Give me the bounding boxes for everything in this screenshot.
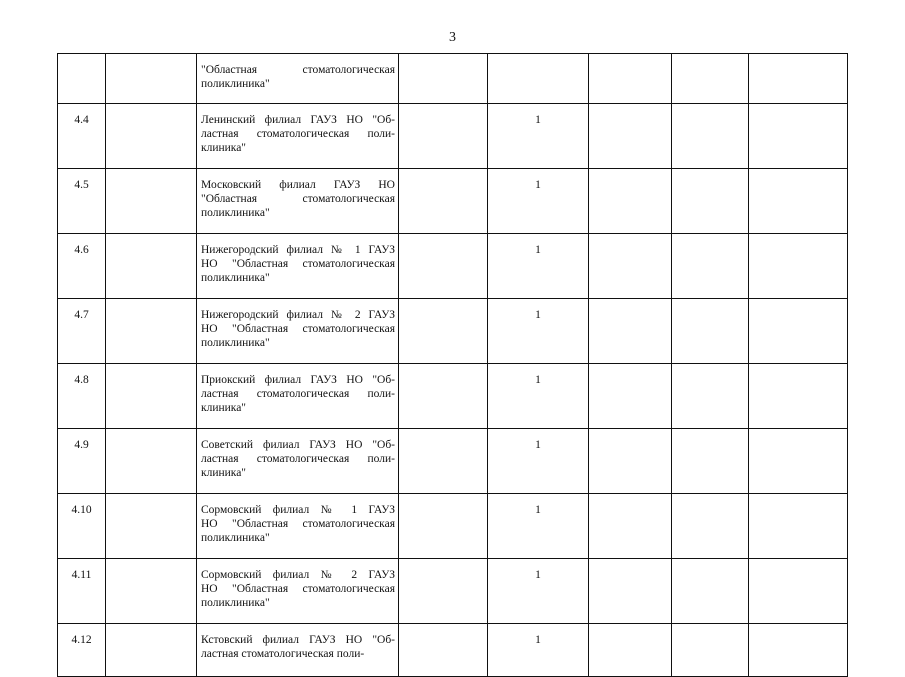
empty-cell [399, 559, 488, 624]
institution-name-cell [197, 364, 399, 429]
row-number-cell [58, 54, 106, 104]
name-line: поликлиника" [201, 337, 270, 349]
name-line: Нижегородский филиал № 1 ГАУЗ [201, 244, 395, 256]
row-number-cell: 4.10 [58, 494, 106, 559]
institution-name-cell [197, 429, 399, 494]
table-row [58, 54, 848, 104]
table-row [58, 299, 848, 364]
institution-name-cell [197, 624, 399, 677]
table-row [58, 104, 848, 169]
institution-name-cell [197, 104, 399, 169]
quantity-cell: 1 [488, 559, 589, 624]
row-number-cell: 4.12 [58, 624, 106, 677]
empty-cell [589, 494, 672, 559]
empty-cell [749, 104, 848, 169]
name-line: Кстовский филиал ГАУЗ НО "Об- [201, 634, 395, 646]
name-line: ластная стоматологическая поли- [201, 453, 395, 465]
empty-cell [399, 54, 488, 104]
empty-cell [589, 104, 672, 169]
name-line: Советский филиал ГАУЗ НО "Об- [201, 439, 395, 451]
empty-cell [749, 234, 848, 299]
empty-cell [399, 494, 488, 559]
empty-cell [749, 364, 848, 429]
empty-cell [106, 624, 197, 677]
name-line: ластная стоматологическая поли- [201, 128, 395, 140]
empty-cell [672, 494, 749, 559]
empty-cell [106, 559, 197, 624]
name-line: "Областная стоматологическая [201, 193, 395, 205]
empty-cell [749, 559, 848, 624]
row-number-cell: 4.5 [58, 169, 106, 234]
quantity-cell: 1 [488, 494, 589, 559]
empty-cell [749, 54, 848, 104]
name-line: "Областная стоматологическая [201, 64, 395, 76]
table-row [58, 234, 848, 299]
page-number: 3 [449, 30, 456, 45]
name-line: поликлиника" [201, 272, 270, 284]
empty-cell [589, 54, 672, 104]
empty-cell [589, 624, 672, 677]
name-line: поликлиника" [201, 532, 270, 544]
empty-cell [399, 429, 488, 494]
name-line: НО "Областная стоматологическая [201, 583, 395, 595]
empty-cell [672, 299, 749, 364]
row-number-cell: 4.8 [58, 364, 106, 429]
empty-cell [106, 299, 197, 364]
name-line: Нижегородский филиал № 2 ГАУЗ [201, 309, 395, 321]
empty-cell [672, 624, 749, 677]
name-line: поликлиника" [201, 597, 270, 609]
name-line: Приокский филиал ГАУЗ НО "Об- [201, 374, 395, 386]
institution-name-cell [197, 559, 399, 624]
empty-cell [399, 234, 488, 299]
empty-cell [106, 234, 197, 299]
name-line: Ленинский филиал ГАУЗ НО "Об- [201, 114, 395, 126]
table-row [58, 559, 848, 624]
institution-name-cell [197, 54, 399, 104]
empty-cell [749, 299, 848, 364]
quantity-cell: 1 [488, 169, 589, 234]
name-line: НО "Областная стоматологическая [201, 518, 395, 530]
quantity-cell [488, 54, 589, 104]
empty-cell [672, 104, 749, 169]
name-line: НО "Областная стоматологическая [201, 258, 395, 270]
name-line: клиника" [201, 467, 247, 479]
name-line: НО "Областная стоматологическая [201, 323, 395, 335]
empty-cell [749, 624, 848, 677]
table-row [58, 494, 848, 559]
name-line: поликлиника" [201, 78, 270, 90]
name-line: Сормовский филиал № 1 ГАУЗ [201, 504, 395, 516]
data-table [57, 53, 848, 677]
empty-cell [106, 54, 197, 104]
empty-cell [672, 429, 749, 494]
empty-cell [589, 169, 672, 234]
empty-cell [672, 169, 749, 234]
quantity-cell: 1 [488, 104, 589, 169]
name-line: Сормовский филиал № 2 ГАУЗ [201, 569, 395, 581]
name-line: Московский филиал ГАУЗ НО [201, 179, 395, 191]
empty-cell [106, 429, 197, 494]
empty-cell [749, 494, 848, 559]
empty-cell [589, 559, 672, 624]
empty-cell [672, 559, 749, 624]
empty-cell [589, 364, 672, 429]
institution-name-cell [197, 234, 399, 299]
table-row [58, 624, 848, 677]
empty-cell [672, 54, 749, 104]
name-line: ластная стоматологическая поли- [201, 388, 395, 400]
institution-name-cell [197, 494, 399, 559]
empty-cell [672, 234, 749, 299]
empty-cell [589, 234, 672, 299]
quantity-cell: 1 [488, 624, 589, 677]
empty-cell [399, 624, 488, 677]
empty-cell [399, 169, 488, 234]
empty-cell [399, 364, 488, 429]
empty-cell [749, 169, 848, 234]
name-line: ластная стоматологическая поли- [201, 648, 365, 660]
name-line: поликлиника" [201, 207, 270, 219]
institution-name-cell [197, 169, 399, 234]
row-number-cell: 4.11 [58, 559, 106, 624]
row-number-cell: 4.4 [58, 104, 106, 169]
empty-cell [749, 429, 848, 494]
empty-cell [399, 299, 488, 364]
name-line: клиника" [201, 402, 247, 414]
quantity-cell: 1 [488, 429, 589, 494]
table-row [58, 429, 848, 494]
empty-cell [106, 104, 197, 169]
empty-cell [672, 364, 749, 429]
row-number-cell: 4.6 [58, 234, 106, 299]
table-row [58, 364, 848, 429]
row-number-cell: 4.9 [58, 429, 106, 494]
quantity-cell: 1 [488, 364, 589, 429]
empty-cell [106, 169, 197, 234]
row-number-cell: 4.7 [58, 299, 106, 364]
empty-cell [399, 104, 488, 169]
institution-name-cell [197, 299, 399, 364]
quantity-cell: 1 [488, 234, 589, 299]
empty-cell [589, 299, 672, 364]
empty-cell [589, 429, 672, 494]
empty-cell [106, 364, 197, 429]
quantity-cell: 1 [488, 299, 589, 364]
empty-cell [106, 494, 197, 559]
table-row [58, 169, 848, 234]
name-line: клиника" [201, 142, 247, 154]
